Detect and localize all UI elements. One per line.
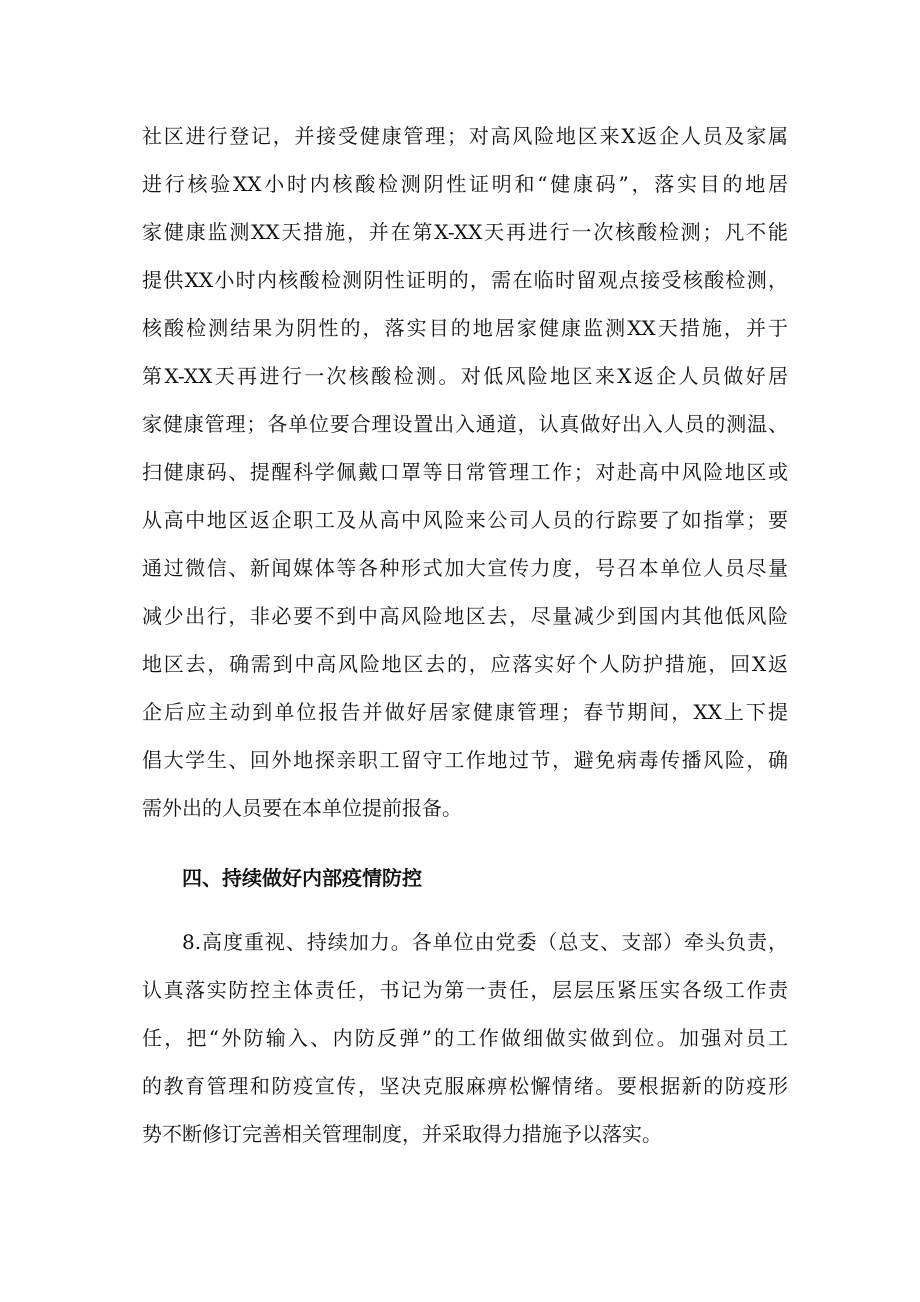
paragraph-2-line: 任，把“外防输入、内防反弹”的工作做细做实做到位。加强对员工 [142,1026,788,1050]
paragraph-1-line: 地区去，确需到中高风险地区去的，应落实好个人防护措施，回X返 [142,652,788,676]
paragraph-1-line: 通过微信、新闻媒体等各种形式加大宣传力度，号召本单位人员尽量 [142,556,788,580]
section-heading: 四、持续做好内部疫情防控 [182,866,422,890]
paragraph-1-line: 社区进行登记，并接受健康管理；对高风险地区来X返企人员及家属 [142,124,788,148]
paragraph-1-line: 核酸检测结果为阴性的，落实目的地居家健康监测XX天措施，并于 [142,316,788,340]
paragraph-2-line: 8.高度重视、持续加力。各单位由党委（总支、支部）牵头负责， [182,930,788,954]
paragraph-1-line: 提供XX小时内核酸检测阴性证明的，需在临时留观点接受核酸检测， [142,268,788,292]
paragraph-1 [142,112,788,832]
paragraph-1-line: 第X-XX天再进行一次核酸检测。对低风险地区来X返企人员做好居 [142,364,788,388]
paragraph-1-line: 减少出行，非必要不到中高风险地区去，尽量减少到国内其他低风险 [142,604,788,628]
paragraph-2 [142,918,788,1158]
paragraph-1-line: 进行核验XX小时内核酸检测阴性证明和“健康码”，落实目的地居 [142,172,788,196]
paragraph-1-line: 扫健康码、提醒科学佩戴口罩等日常管理工作；对赴高中风险地区或 [142,460,788,484]
paragraph-1-line: 从高中地区返企职工及从高中风险来公司人员的行踪要了如指掌；要 [142,508,788,532]
paragraph-1-line: 家健康监测XX天措施，并在第X-XX天再进行一次核酸检测；凡不能 [142,220,788,244]
paragraph-1-line: 家健康管理；各单位要合理设置出入通道，认真做好出入人员的测温、 [142,412,788,436]
paragraph-2-line: 的教育管理和防疫宣传，坚决克服麻痹松懈情绪。要根据新的防疫形 [142,1074,788,1098]
paragraph-1-line: 倡大学生、回外地探亲职工留守工作地过节，避免病毒传播风险，确 [142,748,788,772]
paragraph-2-line: 认真落实防控主体责任，书记为第一责任，层层压紧压实各级工作责 [142,978,788,1002]
paragraph-1-line: 需外出的人员要在本单位提前报备。 [142,796,462,820]
paragraph-2-line: 势不断修订完善相关管理制度，并采取得力措施予以落实。 [142,1122,662,1146]
paragraph-1-line: 企后应主动到单位报告并做好居家健康管理；春节期间，XX上下提 [142,700,788,724]
